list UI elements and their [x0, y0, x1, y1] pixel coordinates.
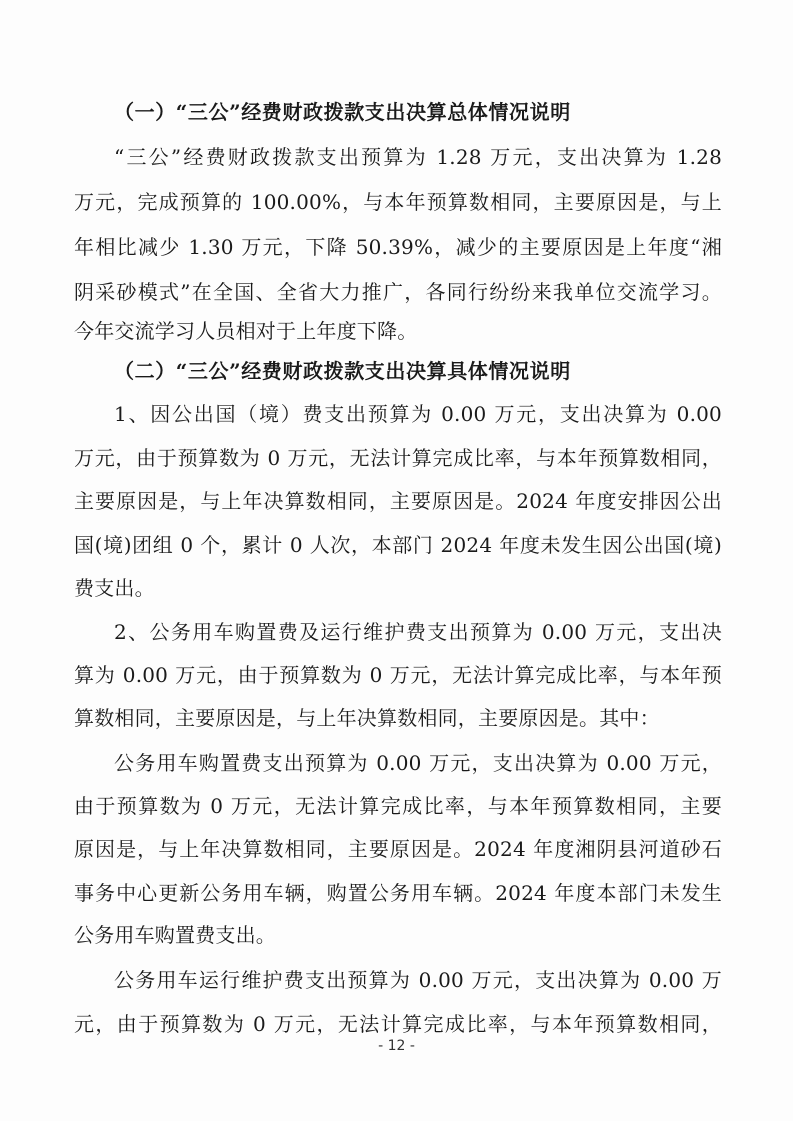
paragraph-line: 主要原因是，与上年决算数相同，主要原因是。2024 年度安排因公出 [74, 489, 722, 513]
paragraph-line: 由于预算数为 0 万元，无法计算完成比率，与本年预算数相同，主要 [74, 794, 722, 818]
paragraph-line: 1、因公出国（境）费支出预算为 0.00 万元，支出决算为 0.00 [114, 402, 722, 426]
section-heading-overall: （一）“三公”经费财政拨款支出决算总体情况说明 [114, 100, 571, 124]
paragraph-line: 事务中心更新公务用车辆，购置公务用车辆。2024 年度本部门未发生 [74, 881, 722, 905]
paragraph-line: 费支出。 [74, 576, 155, 600]
paragraph-line: 算为 0.00 万元，由于预算数为 0 万元，无法计算完成比率，与本年预 [74, 663, 722, 687]
section-heading-detail: （二）“三公”经费财政拨款支出决算具体情况说明 [114, 359, 571, 383]
paragraph-line: “三公”经费财政拨款支出预算为 1.28 万元，支出决算为 1.28 [114, 145, 722, 169]
paragraph-line: 算数相同，主要原因是，与上年决算数相同，主要原因是。其中： [74, 706, 660, 730]
paragraph-line: 公务用车购置费支出。 [74, 923, 276, 947]
paragraph-line: 公务用车购置费支出预算为 0.00 万元，支出决算为 0.00 万元， [114, 751, 722, 775]
paragraph-line: 万元，由于预算数为 0 万元，无法计算完成比率，与本年预算数相同， [74, 446, 722, 470]
paragraph-line: 万元，完成预算的 100.00%，与本年预算数相同，主要原因是，与上 [74, 190, 722, 214]
paragraph-line: 年相比减少 1.30 万元，下降 50.39%，减少的主要原因是上年度“湘 [74, 235, 722, 259]
paragraph-line: 国(境)团组 0 个，累计 0 人次，本部门 2024 年度未发生因公出国(境) [74, 533, 722, 557]
page-number: - 12 - [378, 1038, 415, 1054]
paragraph-line: 原因是，与上年决算数相同，主要原因是。2024 年度湘阴县河道砂石 [74, 837, 722, 861]
paragraph-line: 今年交流学习人员相对于上年度下降。 [74, 319, 418, 343]
paragraph-line: 元，由于预算数为 0 万元，无法计算完成比率，与本年预算数相同， [74, 1012, 722, 1036]
paragraph-line: 阴采砂模式”在全国、全省大力推广，各同行纷纷来我单位交流学习。 [74, 280, 722, 304]
paragraph-line: 公务用车运行维护费支出预算为 0.00 万元，支出决算为 0.00 万 [114, 968, 722, 992]
paragraph-line: 2、公务用车购置费及运行维护费支出预算为 0.00 万元，支出决 [114, 620, 722, 644]
